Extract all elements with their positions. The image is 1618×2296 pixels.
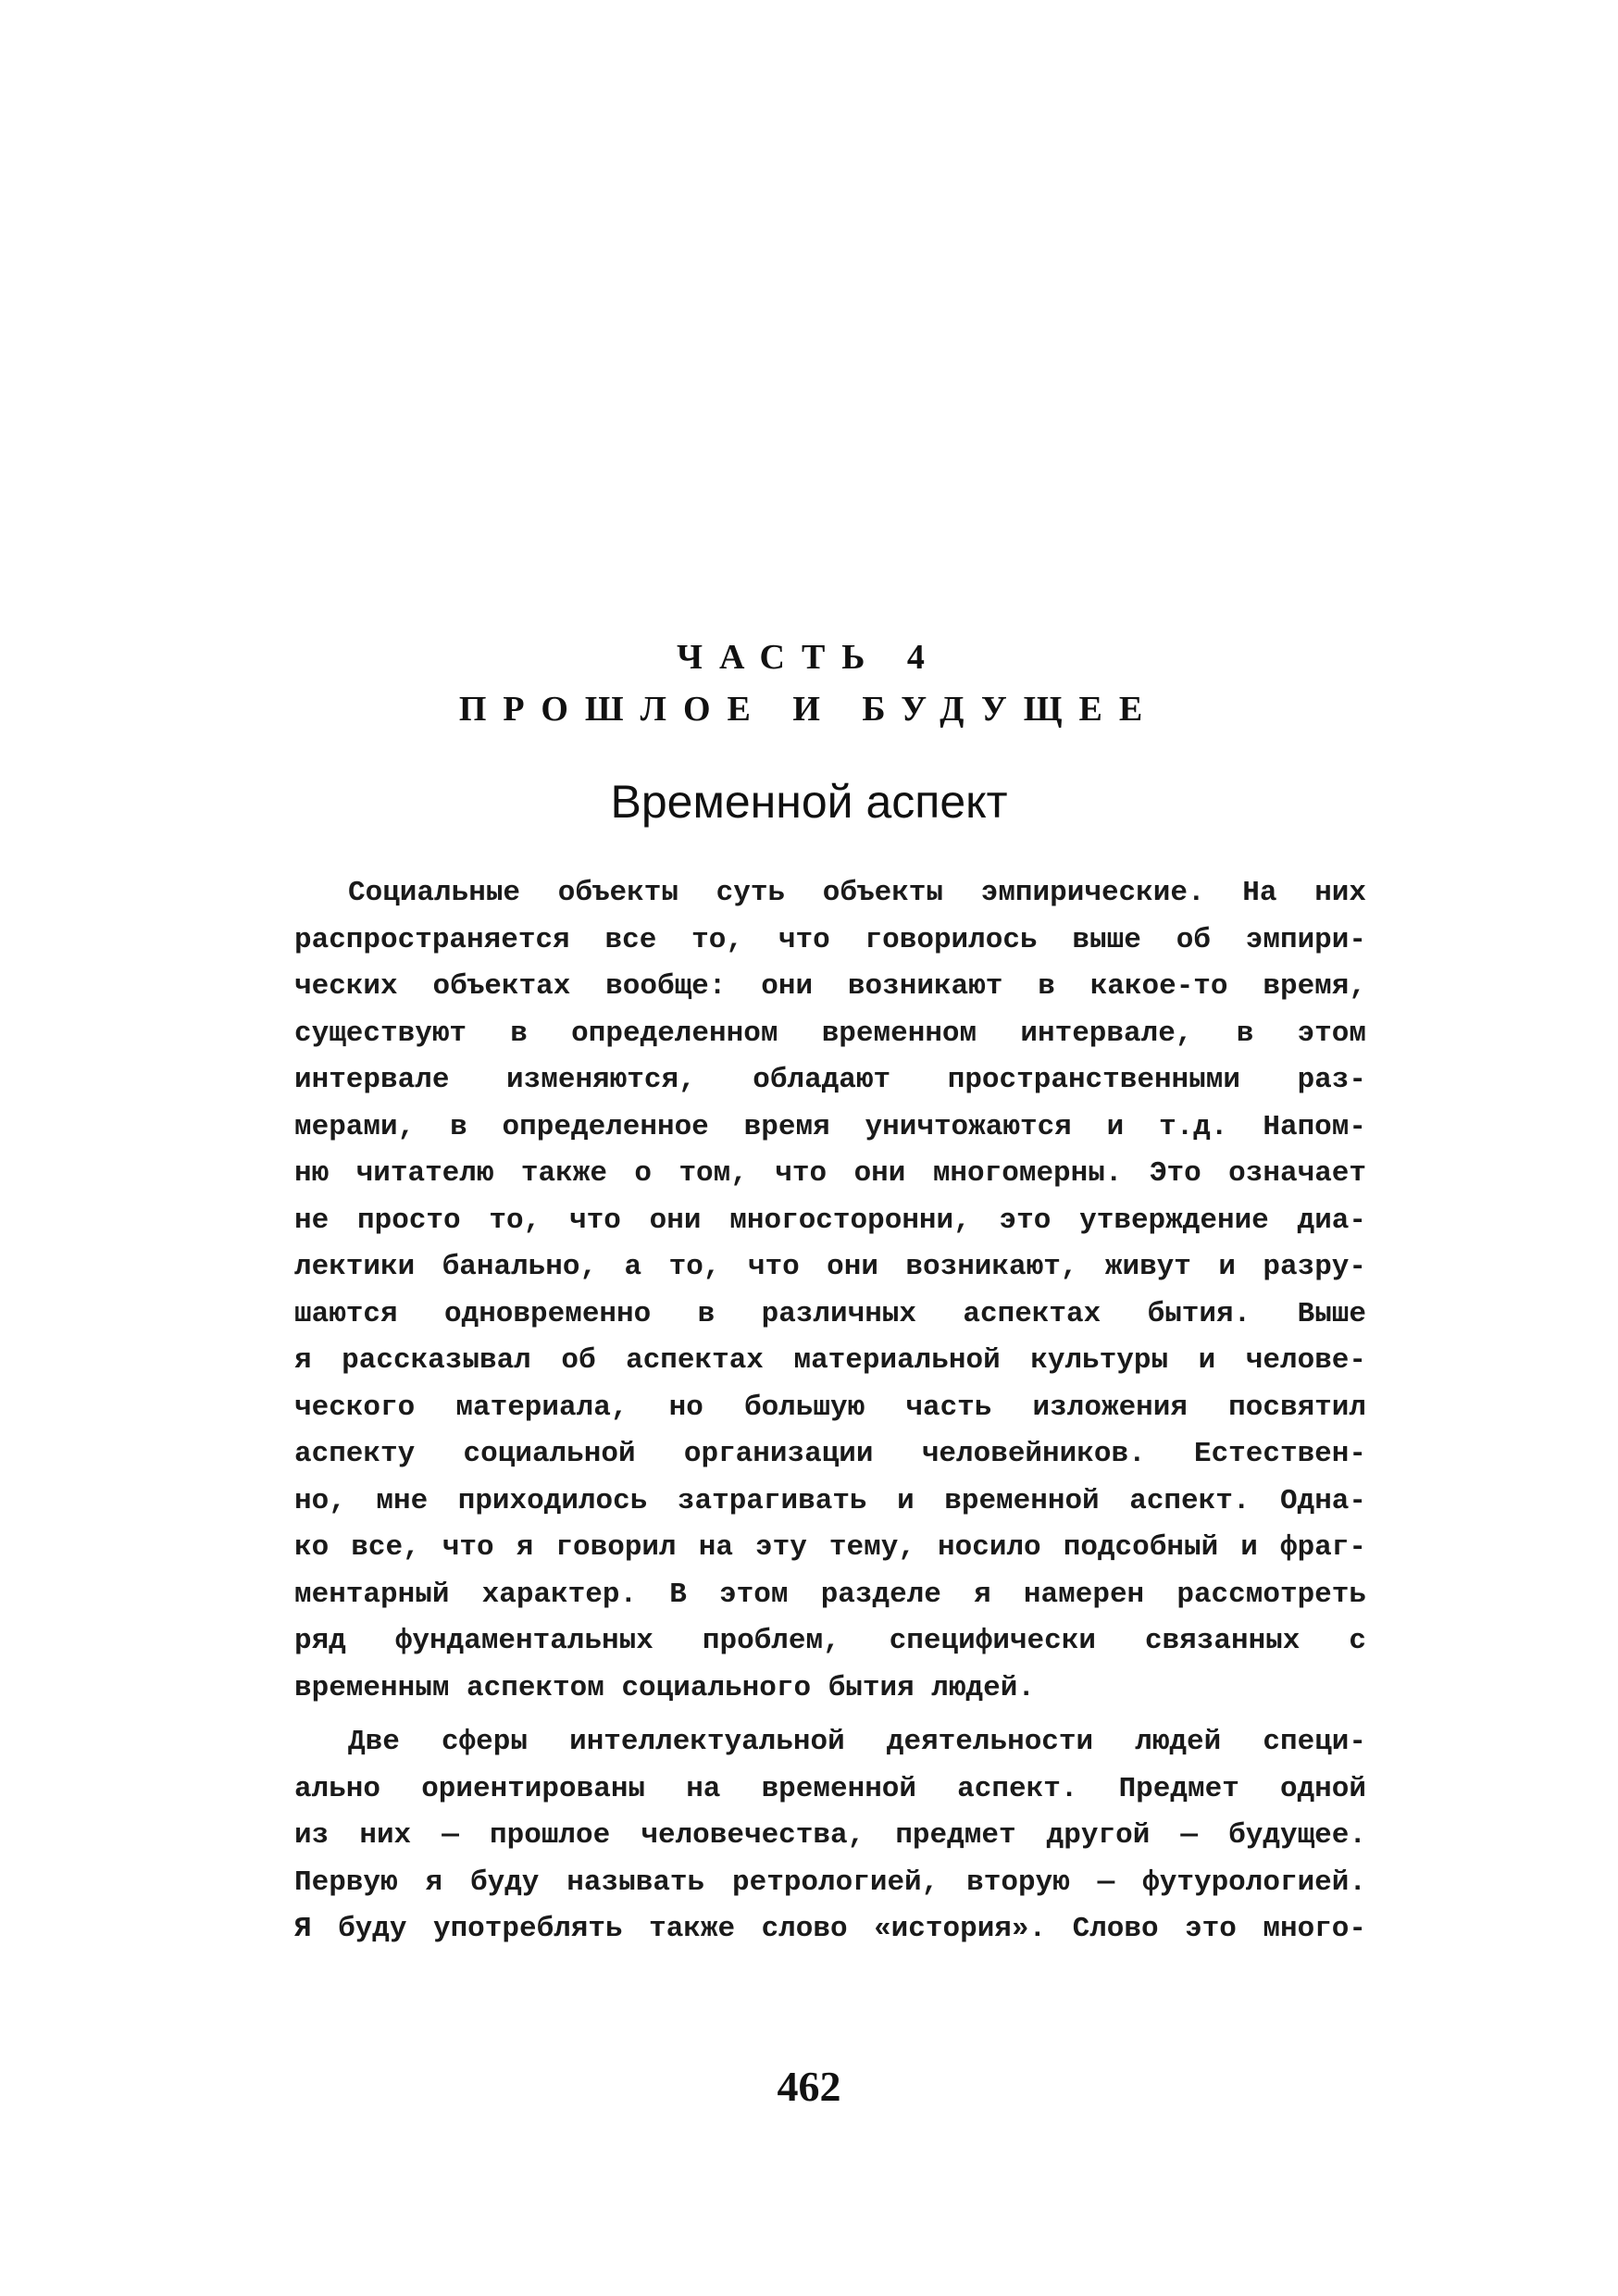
text-line: существуют в определенном временном интервале, в этом [294,1017,1366,1050]
paragraph-1 [294,870,1366,1712]
text-line: но, мне приходилось затрагивать и временной аспект. Однa- [294,1484,1366,1517]
body-text [294,870,1366,1961]
text-line: мерами, в определенное время уничтожаются и т.д. Напом- [294,1110,1366,1143]
text-line: ню читателю также о том, что они многомерны. Это означает [294,1157,1366,1190]
text-line: интервале изменяются, обладают пространственными раз- [294,1064,1366,1096]
part-number: ЧАСТЬ 4 [677,638,941,677]
text-line: лектики банально, а то, что они возникают, живут и разру- [294,1251,1366,1283]
text-line: ко все, что я говорил на эту тему, носило подсобный и фраг- [294,1531,1366,1564]
text-line: я рассказывал об аспектах материальной культуры и челове- [294,1344,1366,1377]
part-title: ПРОШЛОЕ И БУДУЩЕЕ [458,690,1160,729]
section-title: Временной аспект [610,776,1008,828]
text-line: Две сферы интеллектуальной деятельности людей специ- [348,1726,1366,1758]
text-line: Я буду употреблять также слово «история». Слово это много- [294,1913,1366,1945]
text-line: временным аспектом социального бытия людей. [294,1671,1035,1704]
text-line: ческих объектах вообще: они возникают в какое-то время, [294,970,1366,1003]
text-line: ряд фундаментальных проблем, специфически связанных с [294,1625,1366,1657]
text-line: не просто то, что они многосторонни, это утверждение диа- [294,1204,1366,1237]
text-line: из них — прошлое человечества, предмет другой — будущее. [294,1819,1366,1852]
page-number: 462 [777,2063,841,2110]
text-line: Социальные объекты суть объекты эмпирические. На них [348,877,1366,909]
text-line: ально ориентированы на временной аспект. Предмет одной [294,1772,1366,1805]
paragraph-2 [294,1719,1366,1953]
text-line: шаются одновременно в различных аспектах бытия. Выше [294,1297,1366,1330]
text-line: Первую я буду называть ретрологией, вторую — футурологией. [294,1866,1366,1899]
text-line: ментарный характер. В этом разделе я намерен рассмотреть [294,1578,1366,1611]
text-line: ческого материала, но большую часть изложения посвятил [294,1391,1366,1424]
text-line: аспекту социальной организации человейников. Естествен- [294,1438,1366,1470]
text-line: распространяется все то, что говорилось выше об эмпири- [294,923,1366,956]
